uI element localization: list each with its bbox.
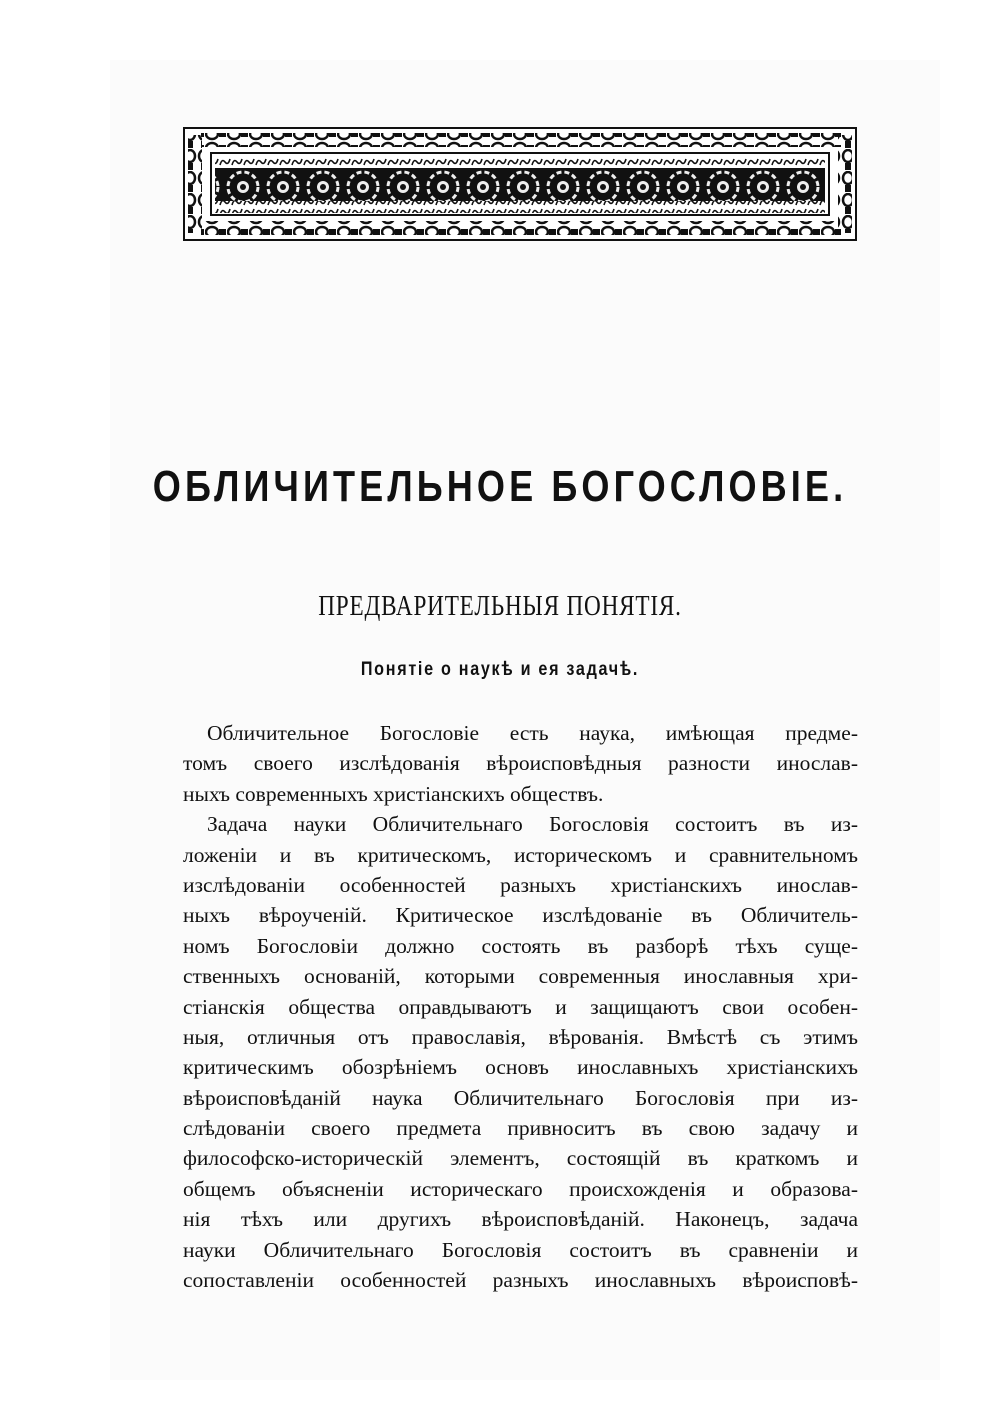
- text-line: Обличительное Богословiе есть наука, имѣющая предме-: [207, 721, 858, 745]
- text-line: ложенiи и въ критическомъ, историческомъ и сравнительномъ: [183, 842, 858, 867]
- text-line: сопоставленiи особенностей разныхъ инославныхъ вѣроисповѣ-: [183, 1268, 858, 1293]
- text-line: нiя тѣхъ или другихъ вѣроисповѣданiй. Наконецъ, задача: [183, 1207, 858, 1232]
- text-line: ныхъ вѣроученiй. Критическое изслѣдованiе въ Обличитель-: [183, 903, 858, 928]
- text-line: ныхъ современныхъ христiанскихъ обществъ.: [183, 781, 604, 806]
- text-line: ственныхъ основанiй, которыми современныя инославныя хри-: [183, 964, 858, 989]
- text-line: изслѣдованiи особенностей разныхъ христiанскихъ инослав-: [183, 872, 858, 897]
- decorative-headpiece-ornament: [183, 127, 857, 241]
- chapter-subtitle: ПРЕДВАРИТЕЛЬНЫЯ ПОНЯТIЯ.: [318, 590, 682, 622]
- text-line: Задача науки Обличительнаго Богословiя состоитъ въ из-: [207, 812, 858, 837]
- text-line: стiанскiя общества оправдываютъ и защищаютъ свои особен-: [183, 994, 858, 1019]
- body-text: [183, 718, 858, 1295]
- text-line: критическимъ обозрѣнiемъ основъ инославныхъ христiанскихъ: [183, 1055, 858, 1080]
- text-line: слѣдованiи своего предмета привноситъ въ свою задачу и: [183, 1116, 858, 1141]
- text-line: общемъ объясненiи историческаго происхожденiя и образова-: [183, 1176, 858, 1201]
- text-line: томъ своего изслѣдованiя вѣроисповѣдныя разности инослав-: [183, 751, 858, 776]
- text-line: номъ Богословiи должно состоять въ разборѣ тѣхъ суще-: [183, 933, 858, 958]
- page-title: ОБЛИЧИТЕЛЬНОЕ БОГОСЛОВIЕ.: [152, 462, 848, 511]
- section-heading: Понятiе о наукѣ и ея задачѣ.: [360, 659, 640, 680]
- text-line: науки Обличительнаго Богословiя состоитъ въ сравненiи и: [183, 1237, 858, 1262]
- text-line: ныя, отличныя отъ православiя, вѣрованiя. Вмѣстѣ съ этимъ: [183, 1024, 858, 1049]
- text-line: философско-историческiй элементъ, состоящiй въ краткомъ и: [183, 1146, 858, 1171]
- text-line: вѣроисповѣданiй наука Обличительнаго Богословiя при из-: [183, 1085, 858, 1110]
